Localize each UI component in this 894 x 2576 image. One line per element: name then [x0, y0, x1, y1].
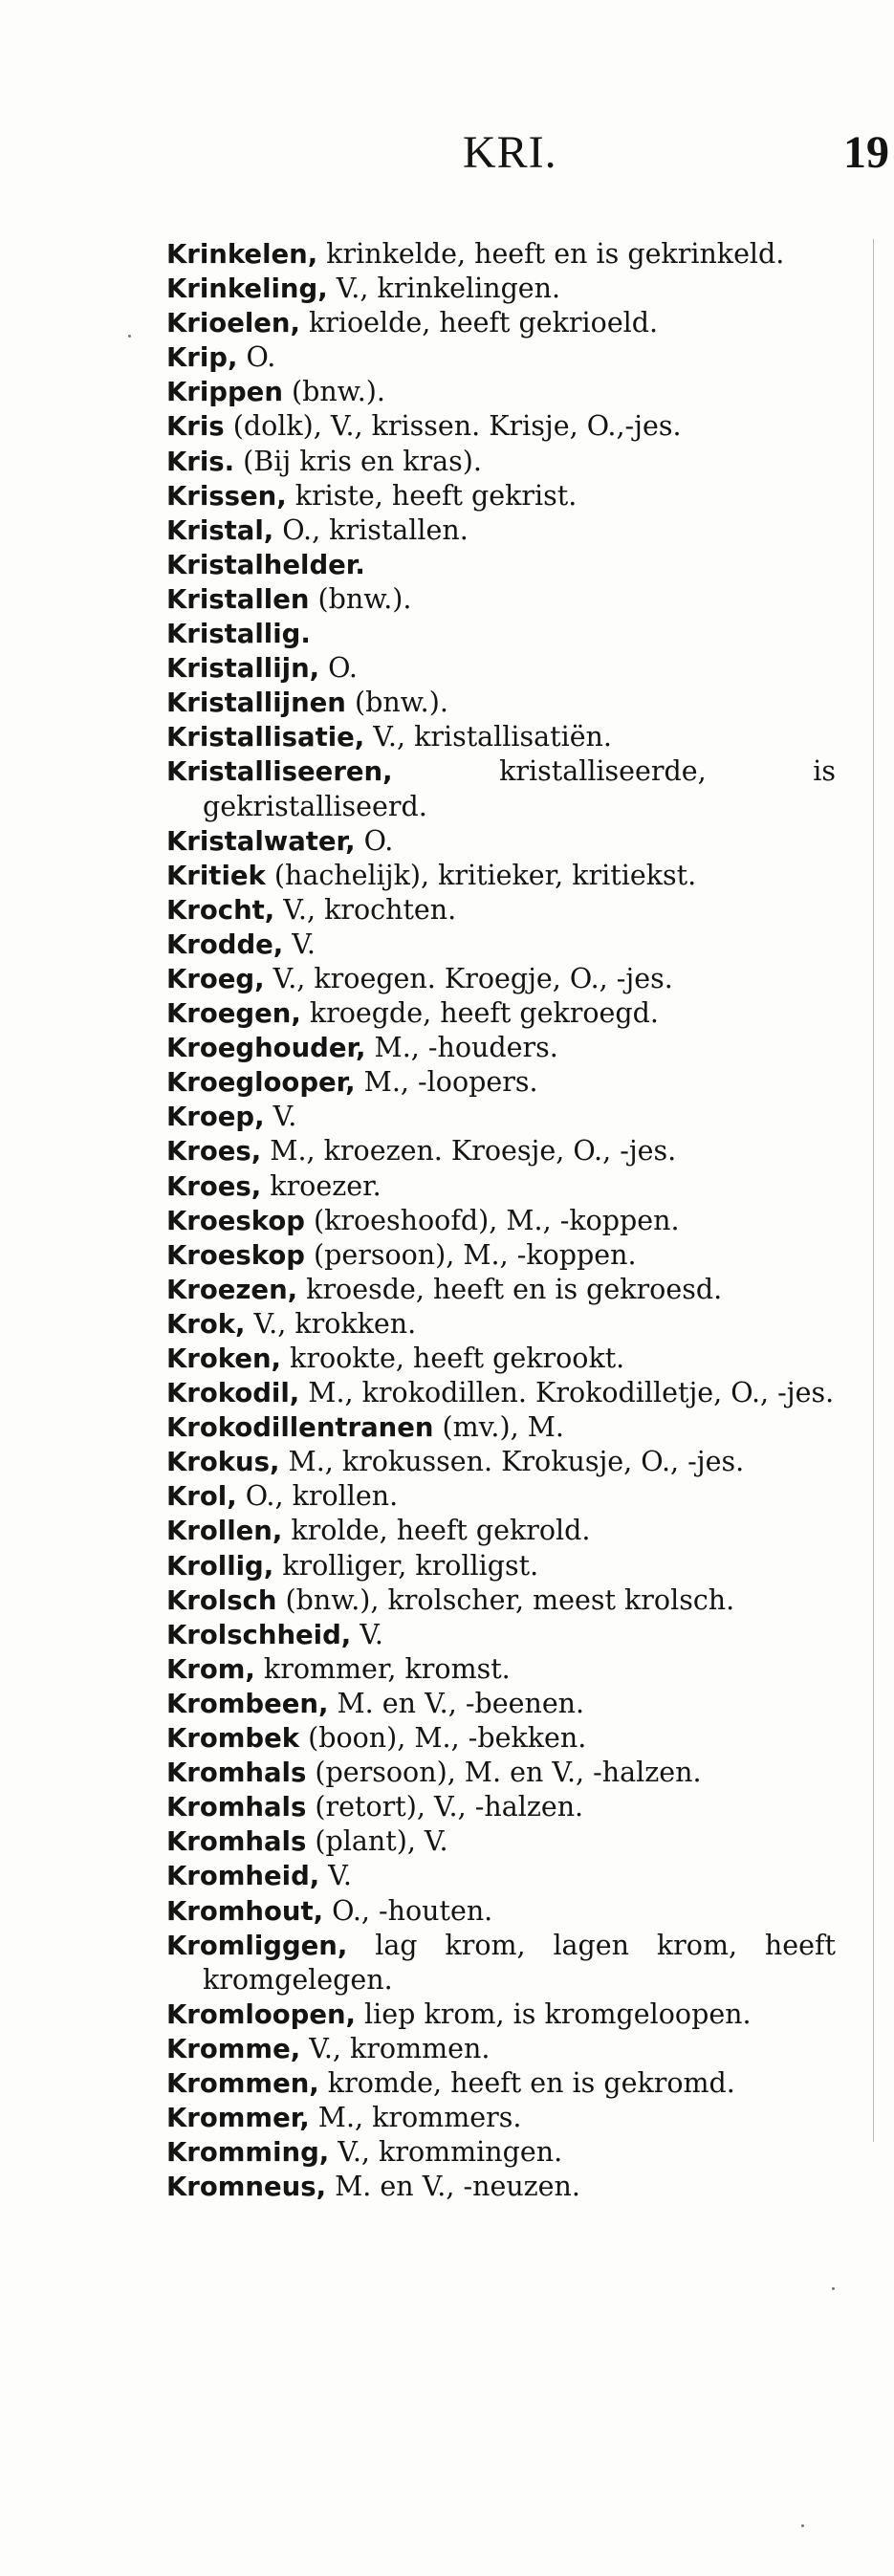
- entry-definition: kroesde, heeft en is gekroesd.: [297, 1273, 723, 1305]
- entry-definition: M., krommers.: [309, 2102, 522, 2134]
- dictionary-entry: [166, 1652, 836, 1687]
- entry-headword: Kromheid,: [166, 1861, 320, 1892]
- entry-definition: V., krinkelingen.: [327, 273, 561, 305]
- entry-definition: V.: [351, 1618, 383, 1650]
- entry-definition: V.: [319, 1860, 352, 1892]
- entry-headword: Kromhout,: [166, 1895, 324, 1927]
- entry-headword: Krolschheid,: [166, 1619, 352, 1650]
- entry-definition: krioelde, heeft gekrioeld.: [299, 307, 659, 339]
- right-margin-rule: [873, 239, 874, 2142]
- dictionary-entry: [166, 1273, 836, 1307]
- dictionary-entry: [166, 1721, 836, 1756]
- dictionary-entry: [166, 1065, 836, 1100]
- entry-headword: Kris.: [166, 446, 235, 477]
- entry-headword: Krinkelen,: [166, 239, 318, 270]
- entry-headword: Kritiek: [166, 860, 266, 891]
- dictionary-entry: [166, 1134, 836, 1168]
- entry-definition: O., -houten.: [323, 1894, 493, 1927]
- entry-definition: V.: [283, 928, 316, 960]
- entry-definition: (bnw.), krolscher, meest krolsch.: [276, 1583, 735, 1616]
- entry-headword: Krolsch: [166, 1584, 277, 1616]
- entry-definition: M., -houders.: [365, 1032, 558, 1064]
- entry-headword: Kroegen,: [166, 998, 301, 1030]
- entry-headword: Kroezen,: [166, 1274, 298, 1305]
- entry-headword: Krom,: [166, 1653, 255, 1685]
- entry-headword: Kromliggen,: [166, 1930, 348, 1961]
- entry-headword: Kroes,: [166, 1136, 262, 1168]
- entry-definition: (boon), M., -bekken.: [299, 1722, 587, 1755]
- dictionary-entry: [166, 548, 836, 582]
- entry-definition: V.: [264, 1101, 297, 1133]
- entry-definition: (Bij kris en kras).: [234, 445, 482, 477]
- entry-definition: M., kroezen. Kroesje, O., -jes.: [261, 1135, 677, 1168]
- dictionary-entry: [166, 1238, 836, 1273]
- print-speck: [801, 2524, 804, 2527]
- print-speck: [832, 2287, 835, 2290]
- dictionary-entry: [166, 237, 836, 272]
- dictionary-entry: [166, 1790, 836, 1824]
- dictionary-entry: [166, 1894, 836, 1929]
- entry-definition: O.: [319, 652, 358, 685]
- dictionary-entry: [166, 479, 836, 513]
- entry-headword: Krippen: [166, 377, 283, 408]
- dictionary-entry: [166, 272, 836, 306]
- page-number: 19: [843, 127, 889, 178]
- entry-headword: Krokodil,: [166, 1378, 300, 1409]
- dictionary-entry: [166, 375, 836, 409]
- entry-headword: Kroken,: [166, 1343, 281, 1374]
- entry-definition: M., krokussen. Krokusje, O., -jes.: [279, 1446, 745, 1478]
- entry-headword: Kroeghouder,: [166, 1033, 366, 1064]
- entry-definition: krookte, heeft gekrookt.: [281, 1343, 625, 1374]
- dictionary-entry: [166, 1031, 836, 1065]
- dictionary-entry: [166, 686, 836, 720]
- entry-headword: Kristalwater,: [166, 825, 356, 857]
- entry-definition: liep krom, is kromgeloopen.: [356, 1997, 752, 2030]
- entry-definition: (dolk), V., krissen. Krisje, O.,-jes.: [224, 410, 682, 443]
- entry-definition: O., kristallen.: [273, 513, 469, 546]
- entry-headword: Kroep,: [166, 1102, 265, 1133]
- entry-headword: Kristalhelder.: [166, 549, 365, 580]
- entry-headword: Kris: [166, 411, 225, 443]
- entry-definition: V., krommingen.: [329, 2136, 563, 2169]
- entry-headword: Kristallijn,: [166, 653, 320, 685]
- dictionary-entry: [166, 1997, 836, 2032]
- entry-headword: Krocht,: [166, 894, 275, 926]
- entry-definition: (plant), V.: [306, 1825, 448, 1858]
- dictionary-entry: [166, 1549, 836, 1583]
- dictionary-entry: [166, 2066, 836, 2101]
- entry-definition: V., krommen.: [300, 2032, 491, 2064]
- entry-headword: Krombeen,: [166, 1688, 329, 1719]
- entry-definition: V., kristallisatiën.: [364, 721, 612, 753]
- entry-definition: kriste, heeft gekrist.: [286, 479, 578, 512]
- dictionary-entry: [166, 1756, 836, 1790]
- entry-definition: (bnw.).: [282, 376, 385, 408]
- entry-headword: Krip,: [166, 342, 238, 374]
- dictionary-entry: [166, 962, 836, 996]
- entry-headword: Krinkeling,: [166, 273, 328, 305]
- dictionary-entry: [166, 1100, 836, 1134]
- entry-definition: M. en V., -beenen.: [328, 1687, 585, 1719]
- entry-headword: Kroeskop: [166, 1205, 305, 1236]
- entry-definition: (hachelijk), kritieker, kritiekst.: [265, 859, 697, 891]
- dictionary-entry: [166, 445, 836, 479]
- dictionary-entry-list: [166, 237, 836, 2204]
- entry-definition: M., krokodillen. Krokodilletje, O., -jes.: [299, 1377, 835, 1409]
- entry-headword: Kroeskop: [166, 1239, 305, 1271]
- dictionary-entry: [166, 409, 836, 444]
- entry-headword: Kromming,: [166, 2137, 330, 2169]
- entry-definition: (persoon), M., -koppen.: [304, 1238, 637, 1271]
- page-header: [0, 126, 894, 184]
- entry-definition: (bnw.).: [345, 687, 448, 719]
- dictionary-entry: [166, 2032, 836, 2066]
- dictionary-entry: [166, 1204, 836, 1238]
- entry-headword: Kromhals: [166, 1792, 307, 1823]
- dictionary-entry: [166, 2170, 836, 2204]
- entry-headword: Kroes,: [166, 1170, 262, 1202]
- entry-headword: Kristalliseeren,: [166, 756, 393, 788]
- dictionary-entry: [166, 720, 836, 754]
- entry-definition: kroezer.: [261, 1169, 382, 1202]
- dictionary-entry: [166, 1307, 836, 1342]
- entry-headword: Kristallijnen: [166, 688, 346, 719]
- dictionary-entry: [166, 824, 836, 859]
- print-speck: [128, 335, 131, 338]
- entry-definition: krolliger, krolligst.: [273, 1549, 539, 1582]
- dictionary-entry: [166, 754, 836, 823]
- entry-headword: Kromhals: [166, 1826, 307, 1858]
- dictionary-entry: [166, 1169, 836, 1204]
- entry-definition: (persoon), M. en V., -halzen.: [306, 1757, 702, 1789]
- entry-headword: Krommer,: [166, 2103, 310, 2134]
- entry-headword: Kroeglooper,: [166, 1067, 356, 1099]
- entry-headword: Krokodillentranen: [166, 1412, 434, 1444]
- entry-definition: lag krom, lagen krom, heeft kromgelegen.: [203, 1929, 836, 1996]
- dictionary-entry: [166, 1445, 836, 1479]
- entry-definition: V., krochten.: [274, 893, 457, 926]
- dictionary-entry: [166, 1859, 836, 1893]
- dictionary-entry: [166, 340, 836, 375]
- entry-headword: Krodde,: [166, 928, 284, 960]
- dictionary-entry: [166, 513, 836, 548]
- entry-headword: Kromneus,: [166, 2172, 327, 2203]
- dictionary-entry: [166, 928, 836, 962]
- entry-definition: kromde, heeft en is gekromd.: [318, 2066, 735, 2099]
- entry-definition: krolde, heeft gekrold.: [282, 1515, 591, 1547]
- dictionary-entry: [166, 1514, 836, 1548]
- dictionary-entry: [166, 617, 836, 651]
- entry-headword: Kristal,: [166, 514, 274, 546]
- dictionary-entry: [166, 1342, 836, 1376]
- dictionary-entry: [166, 859, 836, 893]
- entry-headword: Krollen,: [166, 1516, 283, 1547]
- entry-definition: O.: [355, 824, 394, 857]
- entry-headword: Kromme,: [166, 2033, 301, 2064]
- entry-definition: V., kroegen. Kroegje, O., -jes.: [264, 962, 673, 994]
- entry-headword: Kroeg,: [166, 963, 265, 994]
- dictionary-entry: [166, 1687, 836, 1721]
- dictionary-entry: [166, 306, 836, 340]
- entry-definition: krinkelde, heeft en is gekrinkeld.: [317, 238, 785, 270]
- entry-headword: Krissen,: [166, 480, 287, 512]
- entry-headword: Kristallisatie,: [166, 722, 365, 753]
- entry-definition: (mv.), M.: [433, 1411, 564, 1444]
- entry-headword: Kristallig.: [166, 619, 311, 650]
- entry-headword: Kromloopen,: [166, 1998, 356, 2030]
- entry-headword: Krol,: [166, 1481, 237, 1513]
- dictionary-entry: [166, 996, 836, 1031]
- entry-headword: Kristallen: [166, 583, 310, 615]
- entry-headword: Krombek: [166, 1723, 300, 1755]
- dictionary-entry: [166, 1929, 836, 1997]
- entry-definition: O., krollen.: [236, 1480, 399, 1513]
- entry-definition: (bnw.).: [309, 582, 412, 615]
- entry-definition: (retort), V., -halzen.: [306, 1791, 584, 1823]
- dictionary-entry: [166, 1583, 836, 1618]
- dictionary-entry: [166, 1410, 836, 1445]
- dictionary-entry: [166, 651, 836, 686]
- dictionary-entry: [166, 1824, 836, 1859]
- entry-definition: (kroeshoofd), M., -koppen.: [304, 1204, 680, 1236]
- entry-definition: M. en V., -neuzen.: [326, 2171, 580, 2203]
- dictionary-entry: [166, 1479, 836, 1514]
- entry-definition: M., -loopers.: [355, 1066, 538, 1099]
- entry-definition: O.: [237, 341, 276, 374]
- entry-definition: krommer, kromst.: [254, 1652, 511, 1685]
- dictionary-entry: [166, 893, 836, 928]
- entry-definition: kroegde, heeft gekroegd.: [300, 997, 659, 1030]
- dictionary-entry: [166, 2135, 836, 2170]
- dictionary-entry: [166, 2101, 836, 2135]
- entry-headword: Krollig,: [166, 1550, 274, 1582]
- dictionary-entry: [166, 582, 836, 617]
- running-head: KRI.: [463, 127, 557, 178]
- entry-headword: Krioelen,: [166, 308, 300, 339]
- entry-definition: V., krokken.: [245, 1307, 417, 1340]
- entry-headword: Krokus,: [166, 1447, 280, 1478]
- dictionary-entry: [166, 1376, 836, 1410]
- entry-headword: Krommen,: [166, 2067, 319, 2099]
- entry-headword: Krok,: [166, 1308, 246, 1340]
- dictionary-entry: [166, 1618, 836, 1652]
- entry-headword: Kromhals: [166, 1757, 307, 1789]
- entry-definition: kristalliseerde, is gekristalliseerd.: [203, 755, 836, 822]
